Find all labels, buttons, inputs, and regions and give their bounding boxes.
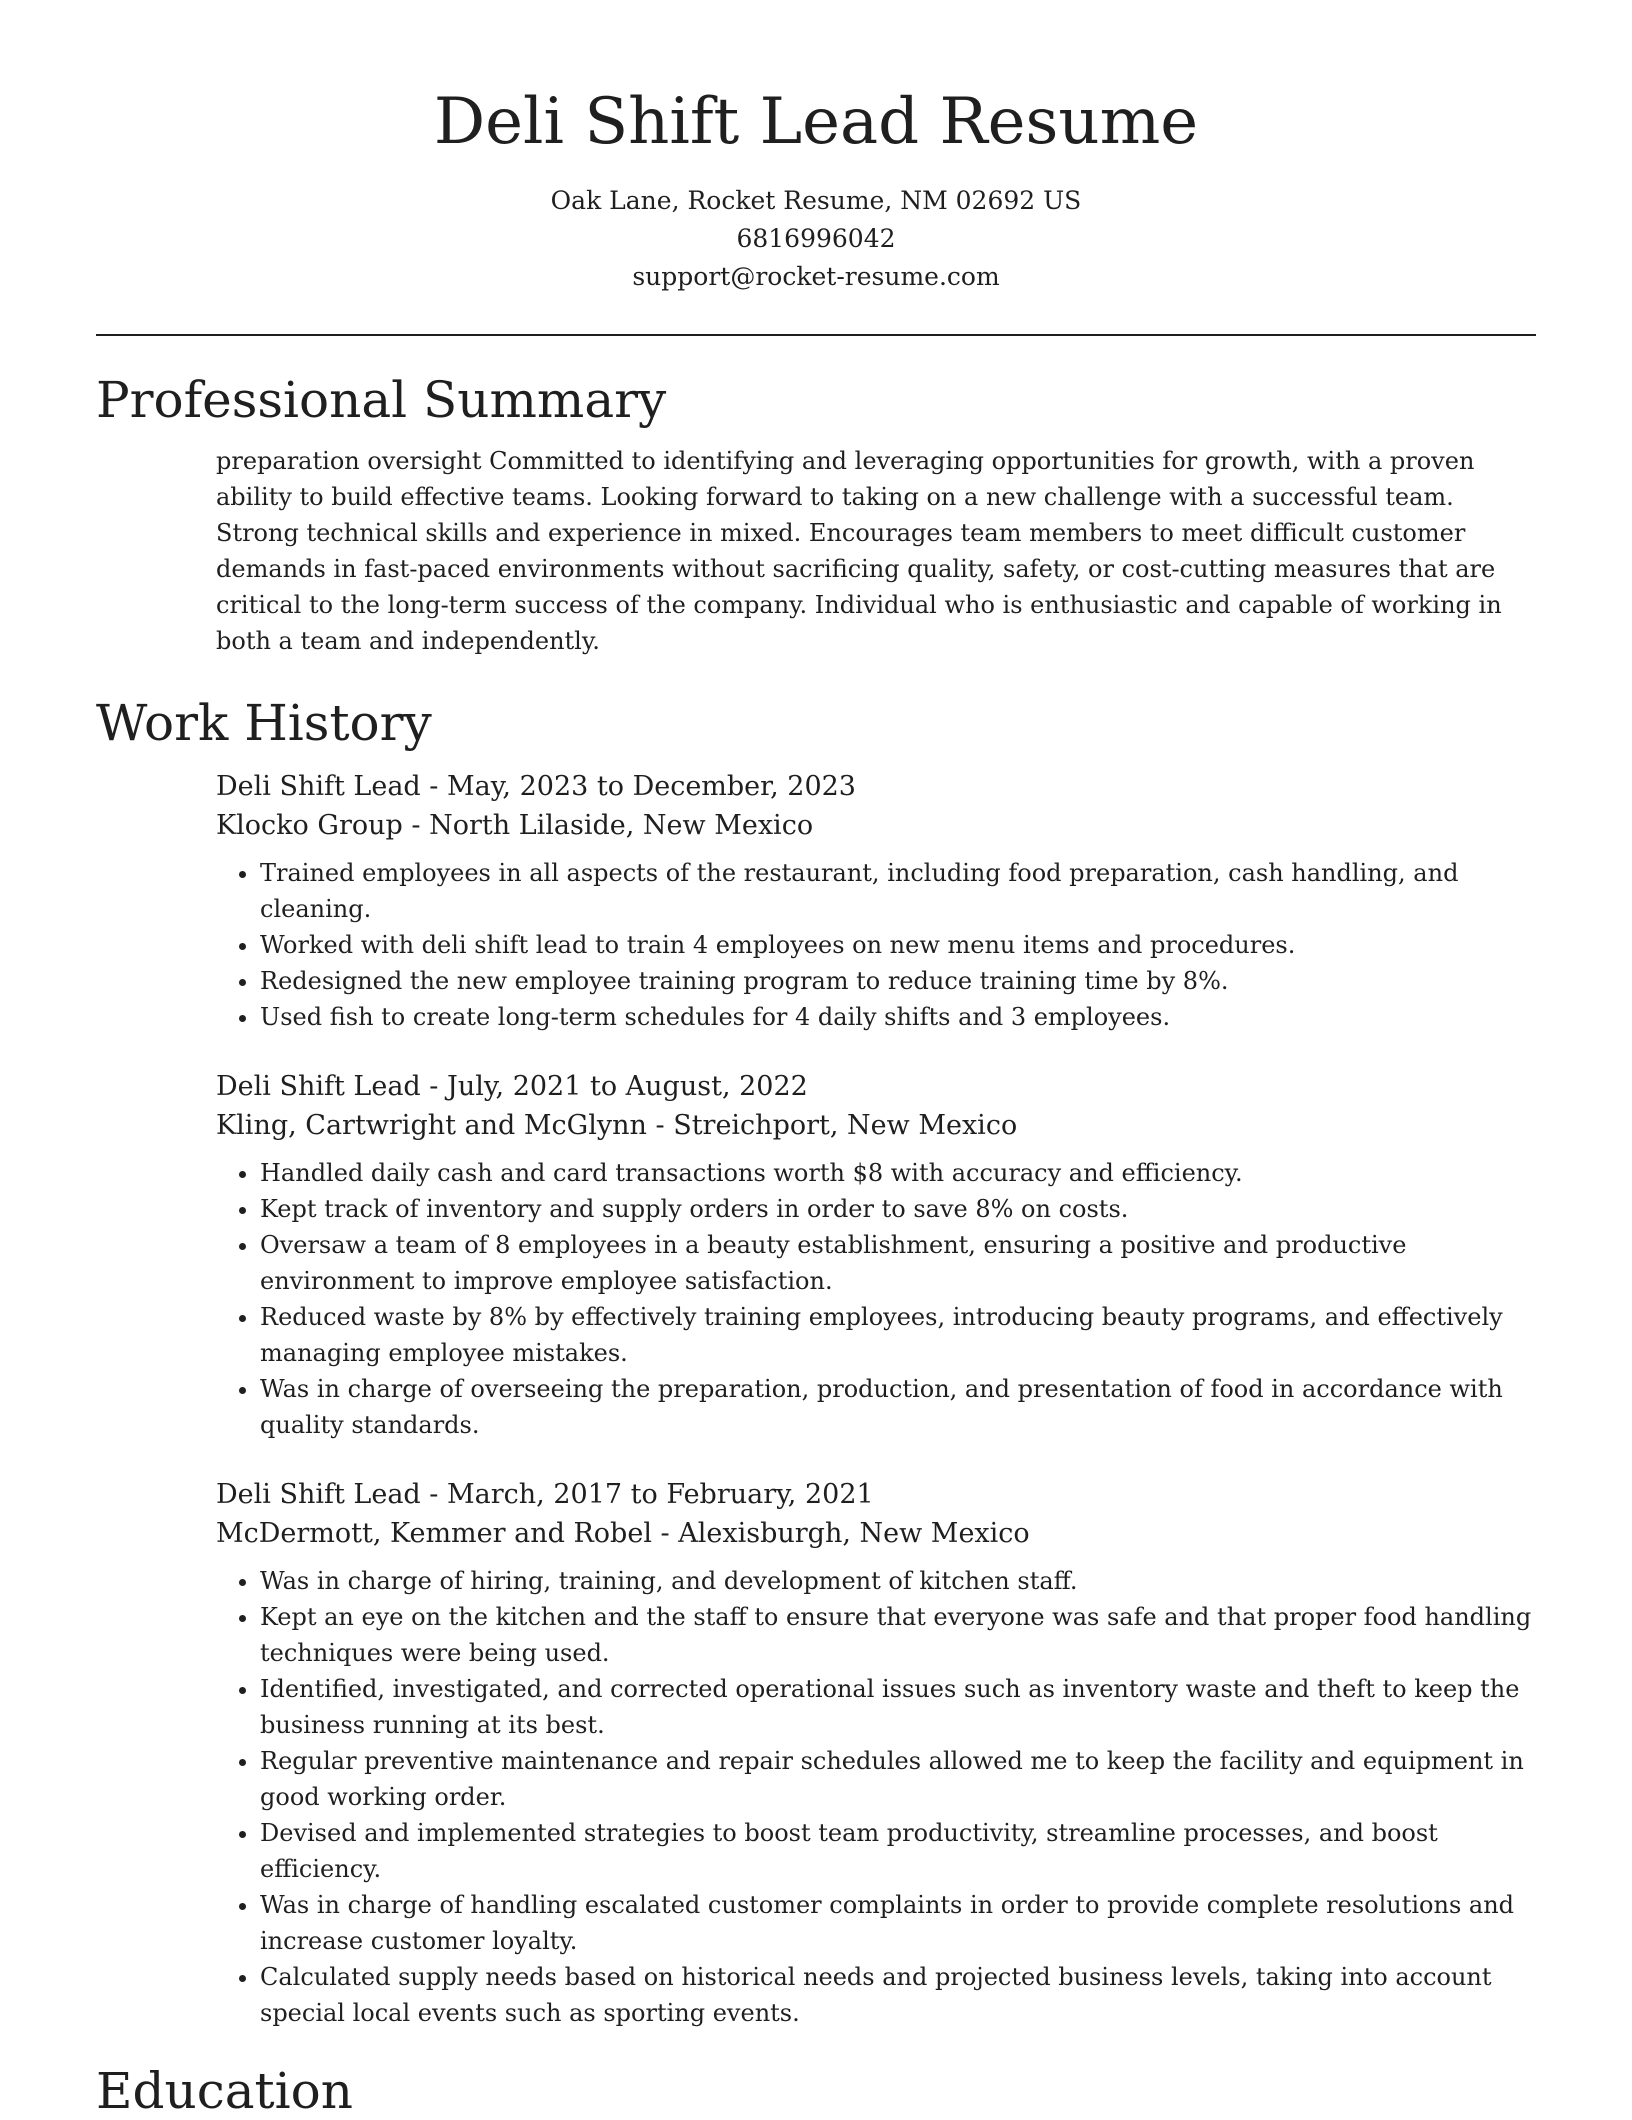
company-name: Klocko Group <box>216 809 403 841</box>
bullet-item: • Devised and implemented strategies to boost team productivity, streamline processes, and boost efficiency. <box>260 1815 1536 1887</box>
email-address: support@rocket-resume.com <box>632 261 1000 291</box>
bullet-item: • Oversaw a team of 8 employees in a beauty establishment, ensuring a positive and productive environment to improve employee satisfaction. <box>260 1227 1536 1299</box>
job-title-line <box>216 1475 1536 1514</box>
bullet-item: • Identified, investigated, and corrected operational issues such as inventory waste and theft to keep the business running at its best. <box>260 1671 1536 1743</box>
bullet-item: • Was in charge of hiring, training, and development of kitchen staff. <box>260 1563 1536 1599</box>
address: Oak Lane, Rocket Resume, NM 02692 US <box>550 185 1082 215</box>
summary-section <box>216 443 1536 659</box>
job-entry <box>216 767 1536 1035</box>
job-location: - Streichport, New Mexico <box>646 1109 1018 1141</box>
work-history-section <box>216 767 1536 2031</box>
job-bullets <box>216 855 1536 1035</box>
bullet-item: • Handled daily cash and card transactions worth $8 with accuracy and efficiency. <box>260 1155 1536 1191</box>
summary-text: preparation oversight Committed to identifying and leveraging opportunities for growth, with a proven ability to build effective teams. Looking forward to taking on a new challenge with a successful team. Strong technical skills and experience in mixed. Encourages team members to meet difficult customer demands in fast-paced environments without sacrificing quality, safety, or cost-cutting measures that are critical to the long-term success of the company. Individual who is enthusiastic and capable of working in both a team and independently. <box>216 447 1502 656</box>
job-title: Deli Shift Lead <box>216 770 421 802</box>
summary-heading: Professional Summary <box>96 370 667 429</box>
resume-title: Deli Shift Lead Resume <box>433 85 1199 159</box>
bullet-item: • Was in charge of overseeing the preparation, production, and presentation of food in accordance with quality standards. <box>260 1371 1536 1443</box>
bullet-item: • Trained employees in all aspects of the restaurant, including food preparation, cash handling, and cleaning. <box>260 855 1536 927</box>
bullet-item: • Kept track of inventory and supply orders in order to save 8% on costs. <box>260 1191 1536 1227</box>
job-title-line <box>216 1067 1536 1106</box>
job-dates: - July, 2021 to August, 2022 <box>420 1070 808 1102</box>
job-bullets <box>216 1155 1536 1443</box>
header-divider <box>96 334 1536 336</box>
phone-number: 6816996042 <box>736 223 896 253</box>
bullet-item: • Regular preventive maintenance and repair schedules allowed me to keep the facility and equipment in good working order. <box>260 1743 1536 1815</box>
job-dates: - March, 2017 to February, 2021 <box>420 1478 874 1510</box>
job-title-line <box>216 767 1536 806</box>
company-name: Kling, Cartwright and McGlynn <box>216 1109 647 1141</box>
job-title: Deli Shift Lead <box>216 1070 421 1102</box>
bullet-item: • Used fish to create long-term schedules for 4 daily shifts and 3 employees. <box>260 999 1536 1035</box>
education-heading: Education <box>96 2061 353 2120</box>
bullet-item: • Was in charge of handling escalated customer complaints in order to provide complete resolutions and increase customer loyalty. <box>260 1887 1536 1959</box>
job-location: - North Lilaside, New Mexico <box>402 809 814 841</box>
bullet-item: • Worked with deli shift lead to train 4 employees on new menu items and procedures. <box>260 927 1536 963</box>
bullet-item: • Reduced waste by 8% by effectively training employees, introducing beauty programs, and effectively managing employee mistakes. <box>260 1299 1536 1371</box>
bullet-item: • Kept an eye on the kitchen and the staff to ensure that everyone was safe and that proper food handling techniques were being used. <box>260 1599 1536 1671</box>
company-name: McDermott, Kemmer and Robel <box>216 1517 652 1549</box>
job-company-line <box>216 806 1536 845</box>
bullet-item: • Calculated supply needs based on historical needs and projected business levels, taking into account special local events such as sporting events. <box>260 1959 1536 2031</box>
bullet-item: • Redesigned the new employee training program to reduce training time by 8%. <box>260 963 1536 999</box>
job-entry <box>216 1067 1536 1443</box>
job-company-line <box>216 1106 1536 1145</box>
resume-header <box>96 0 1536 296</box>
job-bullets <box>216 1563 1536 2031</box>
job-entry <box>216 1475 1536 2031</box>
work-history-heading: Work History <box>96 694 432 753</box>
job-location: - Alexisburgh, New Mexico <box>651 1517 1030 1549</box>
job-company-line <box>216 1514 1536 1553</box>
job-dates: - May, 2023 to December, 2023 <box>420 770 856 802</box>
job-title: Deli Shift Lead <box>216 1478 421 1510</box>
